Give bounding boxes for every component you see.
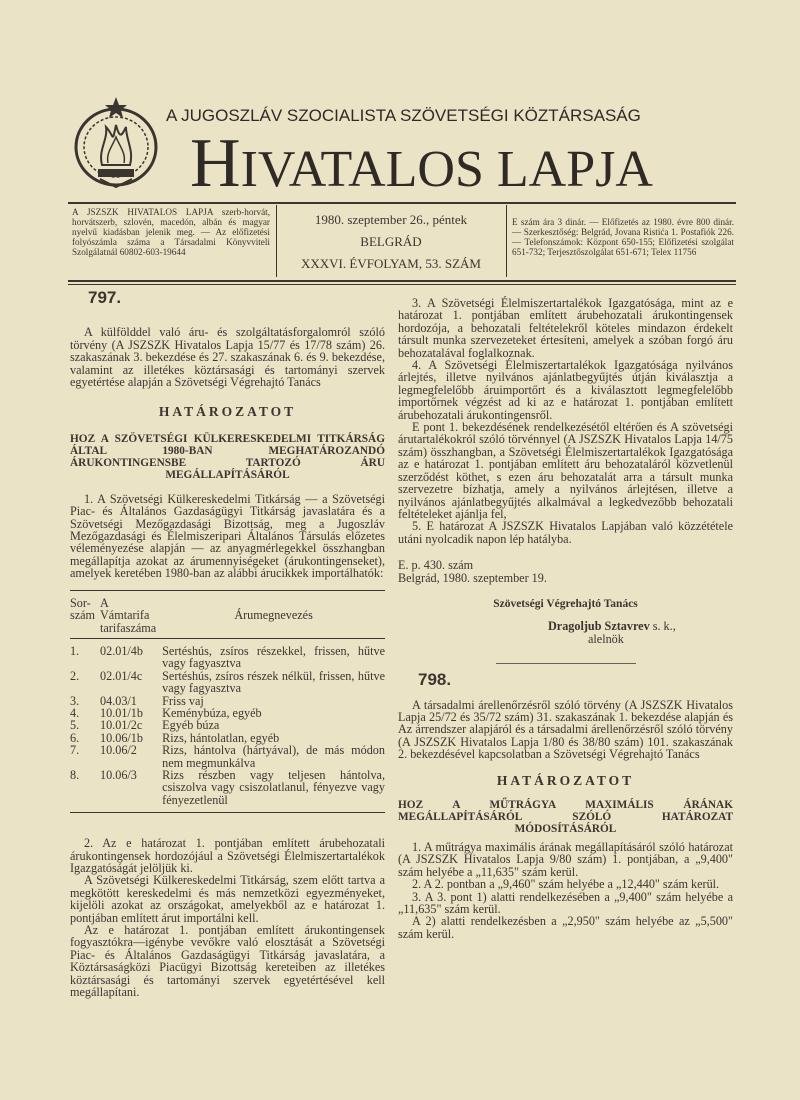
place-date: Belgrád, 1980. szeptember 19. xyxy=(398,570,547,585)
signer-suffix: s. k., xyxy=(652,619,676,634)
cell-no: 5. xyxy=(70,718,80,733)
masthead-subtitle: A JUGOSZLÁV SZOCIALISTA SZÖVETSÉGI KÖZTÁRSASÁG xyxy=(166,106,641,125)
cell-tariff: 02.01/4b xyxy=(100,643,143,658)
cell-name: Sertéshús, zsíros részek nélkül, frissen, hűtve vagy fagyasztva xyxy=(162,668,385,696)
issue-info xyxy=(280,209,502,277)
masthead-rule xyxy=(68,202,736,204)
cell-name: Friss vaj xyxy=(162,693,204,708)
cell-name: Egyéb búza xyxy=(162,718,220,733)
paragraph-2b: A Szövetségi Külkereskedelmi Titkárság, szem előtt tartva a megkötött kereskedelmi és más nemzetközi egyezményeket, kijelöli azokat az országokat, amelyekből az e határozat 1. pontjában említett árut importálni kell. xyxy=(70,873,385,925)
col-header-tariff: A Vámtarifa tarifaszáma xyxy=(100,595,157,635)
left-column xyxy=(70,288,385,1000)
decision-heading-798: HATÁROZATOT xyxy=(496,772,635,788)
preamble-798: A társadalmi árellenőrzésről szóló törvény (A JSZSZK Hivatalos Lapja 25/72 és 35/72 szám) 31. szakaszának 1. bekezdése alapján és Az árrendszer alapjáról és a társadalmi árellenőrzésről szóló törvény (A JSZSZK Hivatalos Lapja 1/80 és 38/80 szám) 101. szakaszának 2. bekezdésével kapcsolatban a Szövetségi Végrehajtó Tanács xyxy=(398,697,733,762)
signature-block xyxy=(548,620,733,632)
decision-title: HOZ A SZÖVETSÉGI KÜLKERESKEDELMI TITKÁRSÁG ÁLTAL 1980-BAN MEGHATÁROZANDÓ ÁRUKONTINGENSBE TARTOZÓ ÁRU MEGÁLLAPÍTÁSÁRÓL xyxy=(70,432,385,481)
table-row xyxy=(70,670,385,695)
masthead-title xyxy=(190,125,736,206)
cell-no: 3. xyxy=(70,693,80,708)
cell-no: 6. xyxy=(70,730,80,745)
cell-tariff: 10.06/1b xyxy=(100,730,143,745)
preamble: A külfölddel való áru- és szolgáltatásforgalomról szóló törvény (A JSZSZK Hivatalos Lapja 15/77 és 17/78 szám) 26. szakaszának 3. bekezdése és 27. szakaszának 6. és 9. bekezdése, valamint az illetékes köztársasági és tartományi szervek egyetértése alapján a Szövetségi Végrehajtó Tanács xyxy=(70,325,385,390)
col-header-name: Árumegnevezés xyxy=(234,608,313,623)
table-row xyxy=(70,719,385,731)
subscription-info: E szám ára 3 dinár. — Előfizetés az 1980. évre 800 dinár. — Szerkesztőség: Belgrád, Jovana Ristića 1. Postafiók 226. — Telefonszámok: Központ 650-155; Előfizetési szolgálat 651-732; Terjesztőszolgálat 651-671; Telex 11756 xyxy=(512,217,734,257)
decision-heading: HATÁROZATOT xyxy=(158,404,297,420)
issuer: Szövetségi Végrehajtó Tanács xyxy=(493,597,638,610)
cell-tariff: 10.01/2c xyxy=(100,718,143,733)
cell-no: 1. xyxy=(70,643,80,658)
cell-tariff: 04.03/1 xyxy=(100,693,137,708)
table-row xyxy=(70,769,385,812)
cell-no: 8. xyxy=(70,767,80,782)
section-divider xyxy=(496,663,636,664)
cell-name: Keménybúza, egyéb xyxy=(162,705,262,720)
paragraph-1: 1. A Szövetségi Külkereskedelmi Titkárság — a Szövetségi Piac- és Általános Gazdaságügyi Titkárság javaslatára és a Szövetségi Mezőgazdasági Bizottság, meg a Jugoszláv Mezőgazdasági és Élelmiszeripari Általános Társulás előzetes véleményezése alapján — az anyagmérlegekkel összhangban megállapítja azokat az árumennyiségeket (árukontingenseket), amelyek keretében 1980-ban az alábbi árucikkek importálhatók: xyxy=(70,491,385,581)
paragraph-3: 3. A Szövetségi Élelmiszertartalékok Igazgatósága, mint az e határozat 1. pontjában említett árubehozatali árukontingensek hordozója, a behozatali feltételekről köteles mindazon érdekelt társult munka szervezeteket értesíteni, amelyek a szóban forgó áru behozatalával foglalkoznak. xyxy=(398,296,733,360)
header-bottom-rule xyxy=(68,284,736,285)
cell-name: Rizs, hántolatlan, egyéb xyxy=(162,730,280,745)
publication-info: A JSZSZK HIVATALOS LAPJA szerb-horvát, horvátszerb, szlovén, macedón, albán és magyar nyelvű kiadásban jelenik meg. — Az előfizetési folyószámla száma a Társadalmi Könyvviteli Szolgálatnál 60802-603-19644 xyxy=(72,207,270,257)
item-3: 3. A 3. pont 1) alatti rendelkezésében a „9,400" szám helyébe a „11,635" szám kerül. xyxy=(398,889,733,917)
cell-tariff: 10.01/1b xyxy=(100,705,143,720)
cell-tariff: 02.01/4c xyxy=(100,668,143,683)
table-rule xyxy=(70,812,385,813)
table-row xyxy=(70,645,385,670)
signer-title: alelnök xyxy=(588,631,624,646)
paragraph-2: 2. Az e határozat 1. pontjában említett árubehozatali árukontingensek hordozójául a Szövetségi Élelmiszertartalékok Igazgatóságát jelöljük ki. xyxy=(70,836,385,875)
cell-name: Sertéshús, zsíros részekkel, frissen, hűtve vagy fagyasztva xyxy=(162,643,385,671)
divider xyxy=(276,205,277,277)
title-initial: H xyxy=(190,125,241,202)
cell-no: 7. xyxy=(70,743,80,758)
table-row xyxy=(70,744,385,769)
item-3b: A 2) alatti rendelkezésben a „2,950" szám helyébe az „5,500" szám kerül. xyxy=(398,914,733,941)
decision-title-798: HOZ A MŰTRÁGYA MAXIMÁLIS ÁRÁNAK MEGÁLLAPÍTÁSÁRÓL SZÓLÓ HATÁROZAT MÓDOSÍTÁSÁRÓL xyxy=(398,799,733,835)
doc-number: 797. xyxy=(88,288,122,307)
signer-name: Dragoljub Sztavrev xyxy=(548,619,650,634)
divider xyxy=(506,205,507,277)
state-emblem xyxy=(70,95,162,191)
issue-volume: XXXVI. ÉVFOLYAM, 53. SZÁM xyxy=(301,256,481,271)
col-header-no: Sor-szám xyxy=(70,595,96,623)
cell-name: Rizs, hántolva (hártyával), de más módon nem megmunkálva xyxy=(162,743,385,770)
right-column xyxy=(398,297,733,940)
paragraph-2c: Az e határozat 1. pontjában említett árukontingensek fogyasztókra—igénybe vevőkre való elosztását a Szövetségi Piac- és Általános Gazdaságügyi Titkárság javaslatára, a Köztársaságközi Piacügyi Bizottság kereteiben az illetékes köztársasági és tartományi szervek egyetértésével kell megállapítani. xyxy=(70,923,385,1000)
reference-number: E. p. 430. szám xyxy=(398,558,474,573)
paragraph-4b: E pont 1. bekezdésének rendelkezésétől eltérően és A szövetségi árutartalékokról szóló törvénnyel (A JSZSZK Hivatalos Lapja 14/75 szám) összhangban, a Szövetségi Élelmiszertartalékok Igazgatósága az e határozat 1. pontjában említett áru behozataláról közvetlenül szerződést köthet, s ezen áru behozatalát arra a társult munka szervezetre bízhatja, amely a nyilvános árlejtésen, illetve a nyilvános ajánlatbegyűjtés alkalmával a legkedvezőbb behozatali feltételeket ajánlja fel, xyxy=(398,420,733,521)
item-1: 1. A műtrágya maximális árának megállapításáról szóló határozat (A JSZSZK Hivatalos Lapja 9/80 szám) 1. pontjában, a „9,400" szám helyébe a „11,635" szám kerül. xyxy=(398,840,733,879)
cell-no: 2. xyxy=(70,668,80,683)
issue-date: 1980. szeptember 26., péntek xyxy=(314,212,468,227)
cell-tariff: 10.06/3 xyxy=(100,767,137,782)
paragraph-4: 4. A Szövetségi Élelmiszertartalékok Igazgatósága nyilvános árlejtés, illetve nyilvános ajánlatbegyűjtés útján kiválasztja a legmegfelelőbb áruimportőrt és a kiválasztott legmegfelelőbb importőrnek végzést ad ki az e határozat 1. pontjában említett árubehozatali árukontingensről. xyxy=(398,358,733,422)
paragraph-5: 5. E határozat A JSZSZK Hivatalos Lapjában való közzététele utáni nyolcadik napon lép hatályba. xyxy=(398,519,733,546)
doc-number: 798. xyxy=(418,670,452,690)
cell-name: Rizs részben vagy teljesen hántolva, csiszolva vagy csiszolatlanul, fényezve vagy fényezetlenül xyxy=(162,767,385,807)
goods-table xyxy=(70,591,385,813)
title-rest: IVATALOS LAPJA xyxy=(240,141,653,198)
item-2: 2. A 2. pontban a „9,460" szám helyébe a „12,440" szám kerül. xyxy=(412,877,720,892)
cell-tariff: 10.06/2 xyxy=(100,743,137,758)
cell-no: 4. xyxy=(70,705,80,720)
header-bottom-rule xyxy=(68,280,736,282)
emblem-icon xyxy=(70,95,162,191)
issue-city: BELGRÁD xyxy=(360,234,422,249)
